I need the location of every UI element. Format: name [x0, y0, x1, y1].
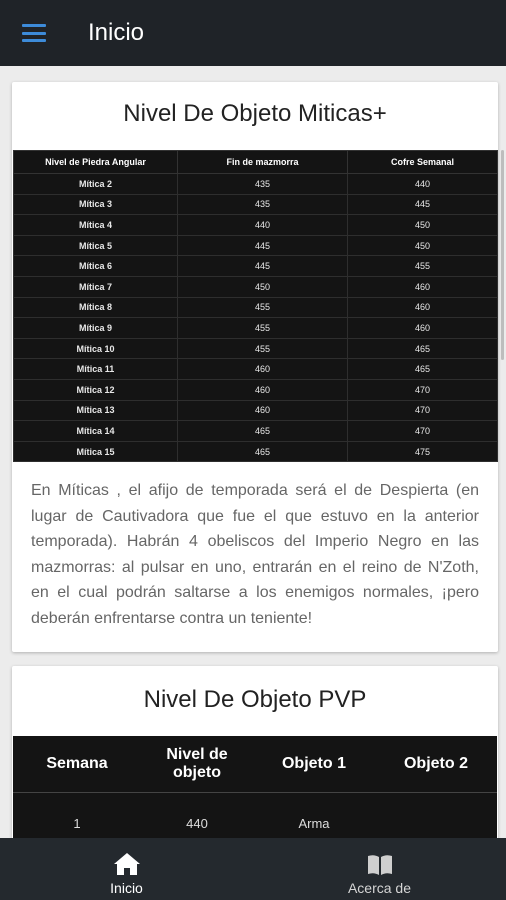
column-header: Objeto 1: [253, 736, 375, 793]
mythic-table: [13, 150, 498, 462]
column-header: Cofre Semanal: [348, 151, 498, 174]
table-row: [14, 215, 498, 236]
table-row: [14, 441, 498, 462]
table-cell: 440: [178, 215, 348, 236]
table-cell: Mítica 15: [14, 441, 178, 462]
table-cell: Arma: [298, 815, 330, 831]
table-row: [14, 421, 498, 442]
table-cell: 460: [178, 359, 348, 380]
table-cell: 465: [348, 338, 498, 359]
table-row: [14, 194, 498, 215]
pvp-card: [12, 666, 498, 838]
tab-label: Inicio: [110, 880, 143, 896]
table-cell: 460: [348, 276, 498, 297]
hamburger-icon[interactable]: [22, 24, 46, 42]
table-cell: 470: [348, 379, 498, 400]
home-icon: [113, 852, 141, 876]
table-cell: 455: [178, 338, 348, 359]
bottom-nav: [0, 838, 506, 900]
tab-acerca-de[interactable]: [253, 838, 506, 900]
table-cell: Mítica 4: [14, 215, 178, 236]
table-cell: 455: [178, 297, 348, 318]
tab-inicio[interactable]: [0, 838, 253, 900]
table-row: [14, 276, 498, 297]
table-cell: 455: [178, 318, 348, 339]
table-cell: 460: [178, 400, 348, 421]
app-bar: [0, 0, 506, 66]
table-row: [14, 297, 498, 318]
table-cell: Mítica 13: [14, 400, 178, 421]
scrollbar[interactable]: [501, 150, 504, 360]
pvp-card-title: Nivel De Objeto PVP: [143, 686, 367, 713]
table-cell: 460: [178, 379, 348, 400]
table-cell: 445: [178, 256, 348, 277]
pvp-table-container: [13, 736, 497, 838]
table-cell: 470: [348, 400, 498, 421]
pvp-table: [13, 736, 497, 838]
table-cell: 460: [348, 297, 498, 318]
table-cell: Mítica 8: [14, 297, 178, 318]
table-cell: 440: [186, 815, 208, 831]
table-cell: 1: [73, 815, 81, 831]
tab-label: Acerca de: [347, 880, 412, 896]
table-cell: Mítica 12: [14, 379, 178, 400]
table-cell: Mítica 7: [14, 276, 178, 297]
table-cell: Mítica 11: [14, 359, 178, 380]
table-row: [14, 174, 498, 195]
table-cell: 465: [348, 359, 498, 380]
pvp-table-header: [13, 736, 497, 793]
table-cell: 440: [348, 174, 498, 195]
table-cell: 445: [348, 194, 498, 215]
book-icon: [366, 854, 394, 876]
table-cell: Mítica 2: [14, 174, 178, 195]
column-header: Objeto 2: [375, 736, 497, 793]
table-row: [14, 400, 498, 421]
mythic-card: [12, 82, 498, 652]
column-header: Semana: [13, 736, 141, 793]
main-content[interactable]: [0, 66, 506, 838]
column-header: Nivel de Piedra Angular: [14, 151, 178, 174]
mythic-card-title: Nivel De Objeto Miticas+: [123, 100, 387, 127]
column-header: Fin de mazmorra: [178, 151, 348, 174]
table-cell: [375, 793, 497, 839]
table-cell: 450: [178, 276, 348, 297]
table-cell: 450: [348, 215, 498, 236]
table-cell: 445: [178, 235, 348, 256]
table-row: [14, 318, 498, 339]
table-cell: 475: [348, 441, 498, 462]
table-row: [14, 256, 498, 277]
table-cell: 460: [348, 318, 498, 339]
table-cell: 435: [178, 194, 348, 215]
table-cell: Mítica 14: [14, 421, 178, 442]
table-row: [14, 338, 498, 359]
table-row: [14, 235, 498, 256]
table-cell: 435: [178, 174, 348, 195]
table-cell: Mítica 10: [14, 338, 178, 359]
table-row: [14, 359, 498, 380]
table-cell: Mítica 6: [14, 256, 178, 277]
mythic-description: En Míticas , el afijo de temporada será el de Despierta (en lugar de Cautivadora que fue el que estuvo en la anterior temporada). Habrán 4 obeliscos del Imperio Negro en las mazmorras: al pulsar en uno, entrarán en el reino de N'Zoth, en el cual podrán saltarse a los enemigos normales, ¡pero deberán enfrentarse contra un teniente!: [31, 482, 479, 627]
table-cell: 470: [348, 421, 498, 442]
table-cell: Mítica 3: [14, 194, 178, 215]
mythic-table-header: [14, 151, 498, 174]
table-cell: 465: [178, 421, 348, 442]
table-row: [13, 793, 497, 839]
column-header: Nivel de objeto: [141, 736, 253, 793]
table-cell: Mítica 9: [14, 318, 178, 339]
app-title: Inicio: [88, 19, 145, 46]
table-cell: 450: [348, 235, 498, 256]
table-row: [14, 379, 498, 400]
table-cell: 455: [348, 256, 498, 277]
table-cell: Mítica 5: [14, 235, 178, 256]
table-cell: 465: [178, 441, 348, 462]
